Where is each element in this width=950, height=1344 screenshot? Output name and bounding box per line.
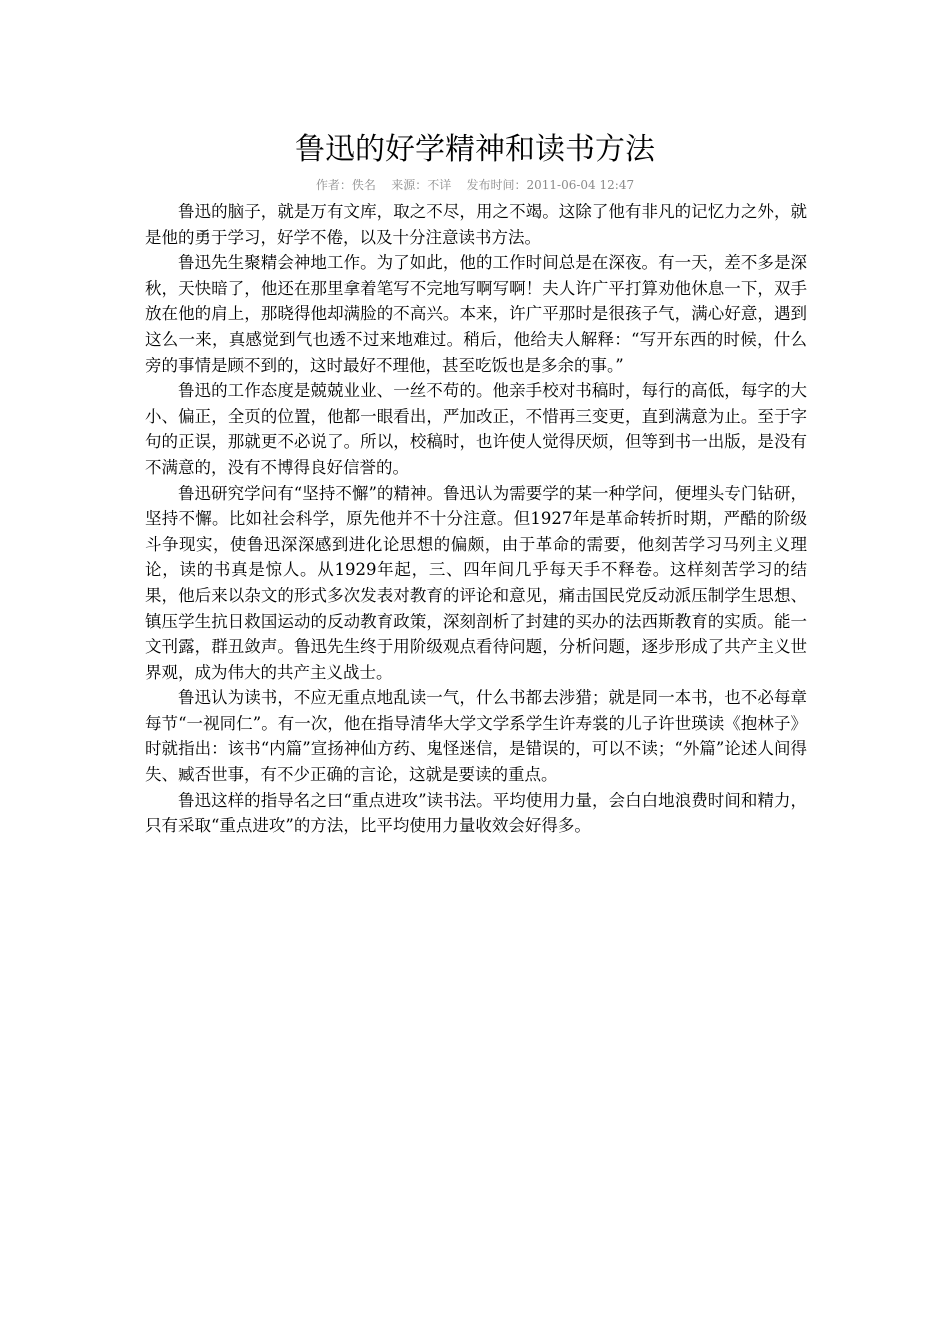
article-body	[145, 199, 807, 839]
paragraph: 鲁迅先生聚精会神地工作。为了如此，他的工作时间总是在深夜。有一天，差不多是深秋，天快暗了，他还在那里拿着笔写不完地写啊写啊！夫人许广平打算劝他休息一下，双手放在他的肩上，那晓得他却满脸的不高兴。本来，许广平那时是很孩子气，满心好意，遇到这么一来，真感觉到气也透不过来地难过。稍后，他给夫人解释：“写开东西的时候，什么旁的事情是顾不到的，这时最好不理他，甚至吃饭也是多余的事。”	[145, 253, 807, 375]
source-value: 不详	[427, 178, 452, 192]
publish-time-value: 2011-06-04 12:47	[526, 178, 635, 192]
paragraph: 鲁迅研究学问有“坚持不懈”的精神。鲁迅认为需要学的某一种学问，便埋头专门钻研，坚持不懈。比如社会科学，原先他并不十分注意。但1927年是革命转折时期，严酷的阶级斗争现实，使鲁迅深深感到进化论思想的偏颇，由于革命的需要，他刻苦学习马列主义理论，读的书真是惊人。从1929年起，三、四年间几乎每天手不释卷。这样刻苦学习的结果，他后来以杂文的形式多次发表对教育的评论和意见，痛击国民党反动派压制学生思想、镇压学生抗日救国运动的反动教育政策，深刻剖析了封建的买办的法西斯教育的实质。能一文刊露，群丑敛声。鲁迅先生终于用阶级观点看待问题，分析问题，逐步形成了共产主义世界观，成为伟大的共产主义战士。	[145, 483, 807, 682]
author-value: 佚名	[351, 178, 376, 192]
paragraph: 鲁迅的工作态度是兢兢业业、一丝不苟的。他亲手校对书稿时，每行的高低，每字的大小、偏正，全页的位置，他都一眼看出，严加改正，不惜再三变更，直到满意为止。至于字句的正误，那就更不必说了。所以，校稿时，也许使人觉得厌烦，但等到书一出版，是没有不满意的，没有不博得良好信誉的。	[145, 381, 807, 477]
article-meta	[0, 176, 950, 194]
paragraph: 鲁迅认为读书，不应无重点地乱读一气，什么书都去涉猎；就是同一本书，也不必每章每节“一视同仁”。有一次，他在指导清华大学文学系学生许寿裳的儿子许世瑛读《抱林子》时就指出：该书“内篇”宣扬神仙方药、鬼怪迷信，是错误的，可以不读；“外篇”论述人间得失、臧否世事，有不少正确的言论，这就是要读的重点。	[145, 688, 807, 785]
article-title: 鲁迅的好学精神和读书方法	[295, 132, 655, 167]
paragraph: 鲁迅的脑子，就是万有文库，取之不尽，用之不竭。这除了他有非凡的记忆力之外，就是他的勇于学习，好学不倦，以及十分注意读书方法。	[145, 202, 807, 247]
publish-time-label: 发布时间：	[466, 178, 527, 192]
author-label: 作者：	[315, 178, 352, 192]
paragraph: 鲁迅这样的指导名之曰“重点进攻”读书法。平均使用力量，会白白地浪费时间和精力，只有采取“重点进攻”的方法，比平均使用力量收效会好得多。	[145, 790, 807, 836]
source-label: 来源：	[391, 178, 428, 192]
